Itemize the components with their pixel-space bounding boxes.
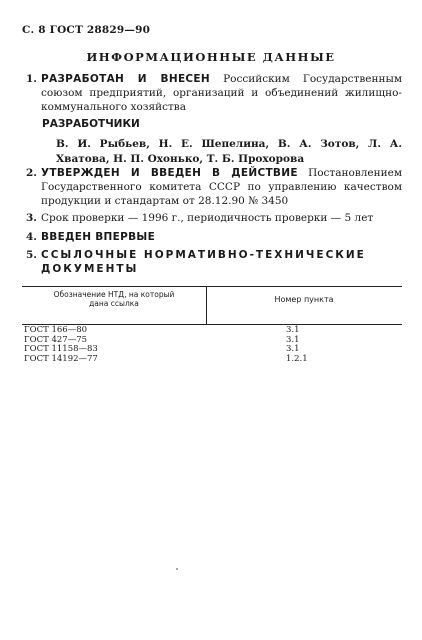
info-item-2: [26, 166, 402, 208]
table-cell-document: ГОСТ 427—75: [24, 334, 88, 345]
item-body: [41, 248, 402, 276]
developers-heading: РАЗРАБОТЧИКИ: [42, 118, 140, 130]
table-row: [22, 355, 402, 365]
item-number: 5.: [26, 249, 37, 261]
table-cell-document: ГОСТ 14192—77: [24, 353, 98, 364]
item-text: Постановлением Государственного комитета СССР по управлению качеством продукции и стандартам от 28.12.90 № 3450: [41, 167, 402, 207]
info-item-1: [26, 72, 402, 114]
item-number: 3.: [26, 212, 37, 224]
page-header: С. 8 ГОСТ 28829—90: [22, 24, 151, 36]
item-body: [41, 230, 402, 244]
item-text: Российским Государственным союзом предприятий, организаций и объединений жилищно-коммунального хозяйства: [41, 73, 402, 113]
item-body: [41, 72, 402, 114]
item-number: 2.: [26, 167, 37, 179]
item-number: 1.: [26, 73, 37, 85]
table-header-clause: Номер пункта: [274, 295, 334, 304]
table-cell-clause: 3.1: [286, 325, 300, 335]
table-column-divider: [206, 286, 207, 324]
developers-names: В. И. Рыбьев, Н. Е. Шепелина, В. А. Зотов, Л. А. Хватова, Н. П. Охонько, Т. Б. Прохорова: [56, 138, 402, 165]
item-body: [41, 166, 402, 208]
print-speck: [176, 568, 178, 570]
item-lead: ССЫЛОЧНЫЕ НОРМАТИВНО-ТЕХНИЧЕСКИЕ ДОКУМЕНТЫ: [41, 249, 366, 275]
table-header-document: Обозначение НТД, на который дана ссылка: [53, 290, 175, 308]
info-item-5: [26, 248, 402, 276]
table-cell-clause: 3.1: [286, 344, 300, 354]
info-item-3: [26, 211, 402, 225]
table-top-rule: [22, 286, 402, 287]
table-cell-document: ГОСТ 11158—83: [24, 344, 98, 354]
section-title: ИНФОРМАЦИОННЫЕ ДАННЫЕ: [86, 50, 336, 64]
table-body: [22, 326, 402, 364]
item-lead: ВВЕДЕН ВПЕРВЫЕ: [41, 231, 156, 243]
item-lead: РАЗРАБОТАН И ВНЕСЕН: [41, 73, 210, 85]
item-number: 4.: [26, 231, 37, 243]
table-cell-clause: 1.2.1: [286, 353, 308, 364]
item-body: Срок проверки — 1996 г., периодичность проверки — 5 лет: [41, 212, 374, 224]
table-cell-document: ГОСТ 166—80: [24, 325, 88, 335]
table-cell-clause: 3.1: [286, 334, 300, 345]
item-lead: УТВЕРЖДЕН И ВВЕДЕН В ДЕЙСТВИЕ: [41, 167, 298, 179]
info-item-4: [26, 230, 402, 244]
